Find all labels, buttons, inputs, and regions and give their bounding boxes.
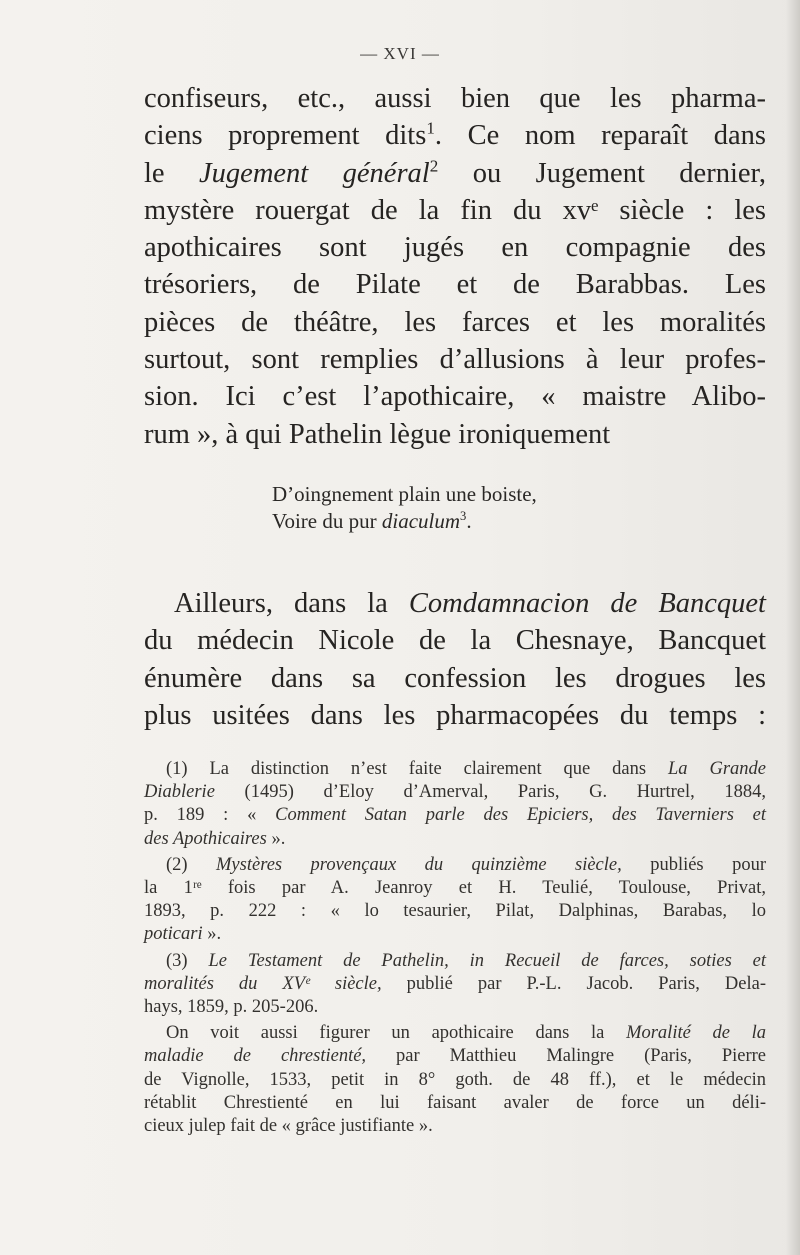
note-line: p. 189 : « Comment Satan parle des Epiciers, des Taverniers et: [144, 805, 767, 826]
text-line: confiseurs, etc., aussi bien que les pharma-: [144, 83, 766, 114]
note-line: la 1ʳᵉ fois par A. Jeanroy et H. Teulié, Toulouse, Privat,: [144, 878, 766, 899]
text-line: plus usitées dans les pharmacopées du temps :: [144, 699, 766, 731]
note-line: moralités du XVᵉ siècle, publié par P.-L. Jacob. Paris, Dela-: [144, 973, 766, 994]
footnote-1: [144, 758, 766, 851]
footnote-ref-3: 3: [460, 509, 467, 523]
text-line: Ailleurs, dans la Comdamnacion de Bancquet: [174, 588, 766, 619]
footnotes: [144, 758, 766, 1141]
verse-line: Voire du pur diaculum$^3$.: [272, 509, 472, 533]
note-line: de Vignolle, 1533, petit in 8° goth. de 48 ff.), et le médecin: [144, 1069, 766, 1090]
paragraph-1: [144, 80, 766, 453]
page-edge-shadow: [786, 0, 800, 1255]
note-line: On voit aussi figurer un apothicaire dans la Moralité de la: [166, 1023, 767, 1044]
note-line: hays, 1859, p. 205-206.: [144, 997, 319, 1018]
footnote-ref-2: 2: [429, 156, 439, 176]
verse-line: D’oingnement plain une boiste,: [272, 482, 537, 506]
note-line: des Apothicaires ».: [144, 828, 286, 849]
note-line: cieux julep fait de « grâce justifiante ».: [144, 1116, 433, 1137]
text-line: trésoriers, de Pilate et de Barabbas. Les: [144, 269, 766, 301]
text-line: apothicaires sont jugés en compagnie des: [144, 232, 766, 264]
text-line: énumère dans sa confession les drogues les: [144, 662, 766, 694]
text-line: du médecin Nicole de la Chesnaye, Bancquet: [144, 625, 766, 657]
text-line: pièces de théâtre, les farces et les moralités: [144, 306, 766, 338]
text-line: ciens proprement dits$^1$. Ce nom reparaît dans: [144, 118, 766, 152]
footnote-continuation: [144, 1022, 766, 1138]
text-line: le Jugement général$^2$ ou Jugement dernier,: [144, 156, 766, 189]
note-line: Diablerie (1495) d’Eloy d’Amerval, Paris, G. Hurtrel, 1884,: [144, 782, 766, 803]
note-line: poticari ».: [144, 924, 222, 945]
note-line: rétablit Chrestienté en lui faisant avaler de force un déli-: [144, 1092, 766, 1113]
text-line: rum », à qui Pathelin lègue ironiquement: [144, 418, 611, 450]
text-line: mystère rouergat de la fin du xvᵉ siècle : les: [144, 194, 766, 226]
work-title: Comdamnacion de Bancquet: [408, 588, 766, 619]
footnote-ref-1: 1: [426, 118, 435, 138]
footnote-2: [144, 854, 766, 947]
page-number: — XVI —: [360, 44, 440, 63]
text-line: surtout, sont remplies d’allusions à leur profes-: [144, 344, 766, 376]
note-line: (1) La distinction n’est faite clairement que dans La Grande: [166, 759, 766, 779]
footnote-3: [144, 950, 766, 1020]
note-line: maladie de chrestienté, par Matthieu Malingre (Paris, Pierre: [144, 1046, 766, 1067]
paragraph-2: [144, 585, 766, 734]
note-line: (2) Mystères provençaux du quinzième siècle, publiés pour: [166, 854, 766, 875]
verse-italic: diaculum: [381, 509, 461, 533]
text-line: sion. Ici c’est l’apothicaire, « maistre Alibo-: [144, 381, 766, 413]
note-line: (3) Le Testament de Pathelin, in Recueil de farces, soties et: [166, 950, 767, 971]
work-title: Jugement général: [199, 157, 430, 189]
verse-quotation: [272, 481, 537, 535]
note-line: 1893, p. 222 : « lo tesaurier, Pilat, Dalphinas, Barabas, lo: [144, 901, 766, 922]
